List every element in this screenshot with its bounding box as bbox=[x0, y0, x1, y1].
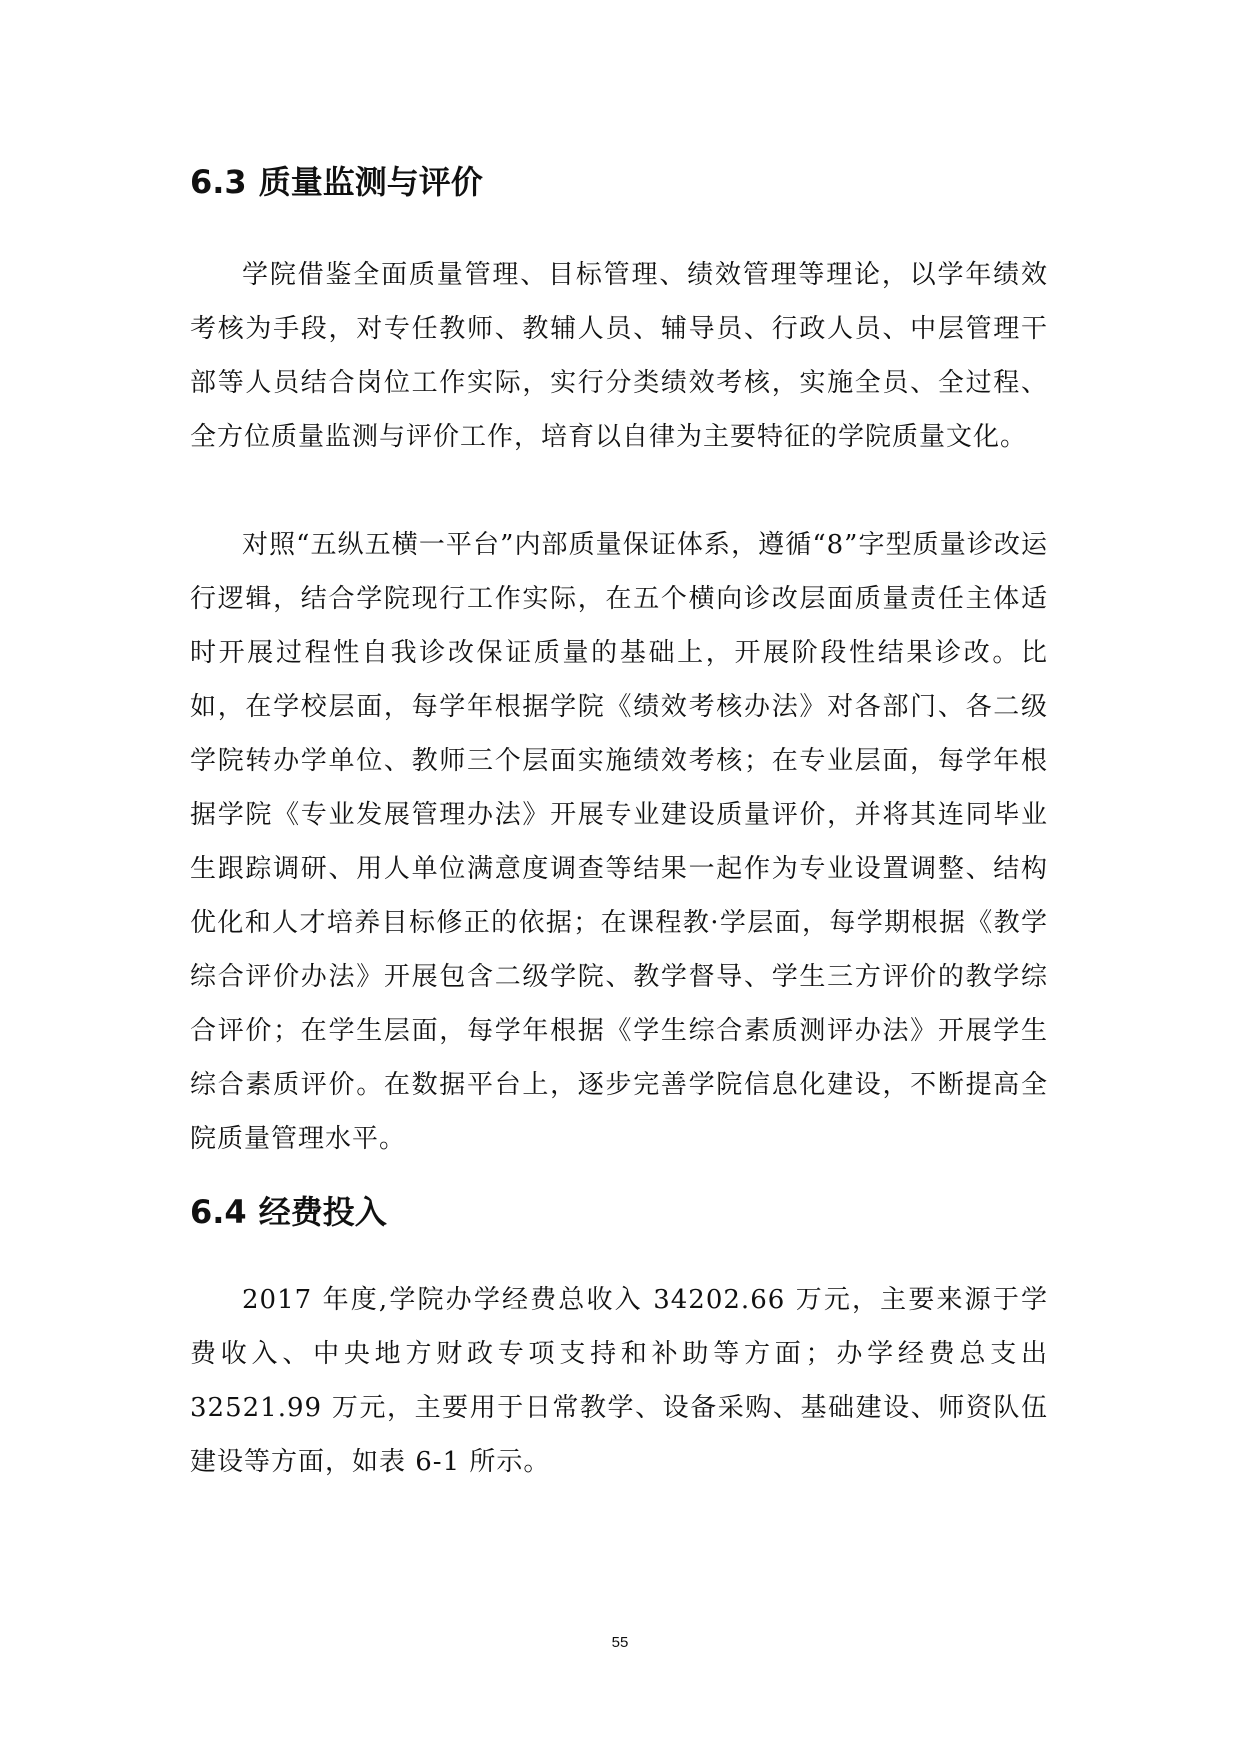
body-paragraph: 学院借鉴全面质量管理、目标管理、绩效管理等理论，以学年绩效考核为手段，对专任教师、教辅人员、辅导员、行政人员、中层管理干部等人员结合岗位工作实际，实行分类绩效考核，实施全员、全过程、全方位质量监测与评价工作，培育以自律为主要特征的学院质量文化。 bbox=[190, 260, 1048, 452]
body-paragraph: 对照“五纵五横一平台”内部质量保证体系，遵循“8”字型质量诊改运行逻辑，结合学院现行工作实际，在五个横向诊改层面质量责任主体适时开展过程性自我诊改保证质量的基础上，开展阶段性结果诊改。比如，在学校层面，每学年根据学院《绩效考核办法》对各部门、各二级学院转办学单位、教师三个层面实施绩效考核；在专业层面，每学年根据学院《专业发展管理办法》开展专业建设质量评价，并将其连同毕业生跟踪调研、用人单位满意度调查等结果一起作为专业设置调整、结构优化和人才培养目标修正的依据；在课程教·学层面，每学期根据《教学综合评价办法》开展包含二级学院、教学督导、学生三方评价的教学综合评价；在学生层面，每学年根据《学生综合素质测评办法》开展学生综合素质评价。在数据平台上，逐步完善学院信息化建设，不断提高全院质量管理水平。 bbox=[190, 530, 1048, 1154]
section-number: 6.3 bbox=[190, 163, 247, 201]
section-heading-6-3 bbox=[190, 162, 483, 202]
section-title: 经费投入 bbox=[258, 1193, 387, 1231]
section-title: 质量监测与评价 bbox=[258, 163, 483, 201]
page-number: 55 bbox=[611, 1634, 629, 1651]
section-number: 6.4 bbox=[190, 1193, 247, 1231]
section-heading-6-4 bbox=[190, 1192, 387, 1232]
body-paragraph: 2017 年度,学院办学经费总收入 34202.66 万元，主要来源于学费收入、中央地方财政专项支持和补助等方面；办学经费总支出 32521.99 万元，主要用于日常教学、设备采购、基础建设、师资队伍建设等方面，如表 6-1 所示。 bbox=[190, 1285, 1048, 1477]
